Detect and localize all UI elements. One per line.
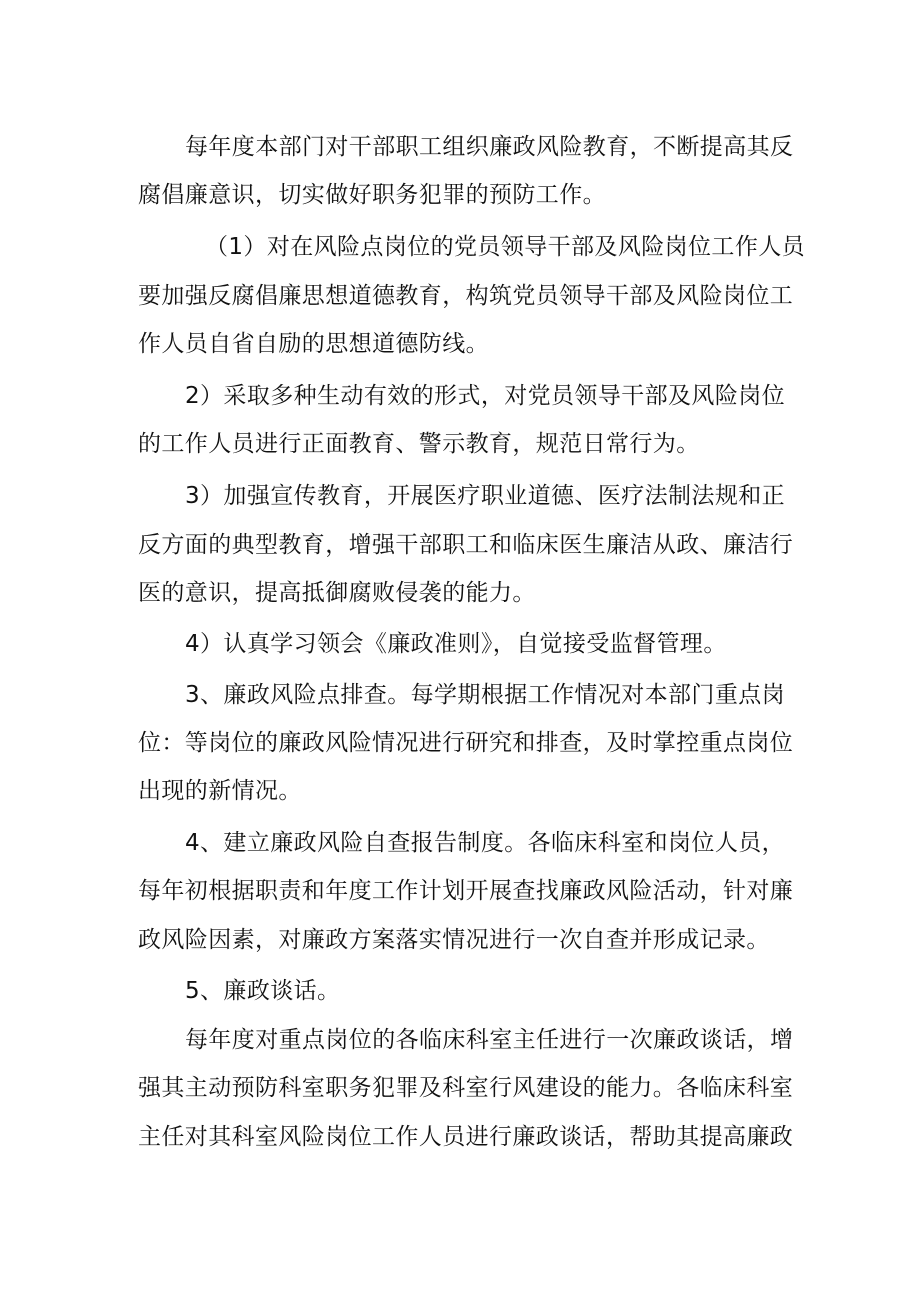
text-line: 4）认真学习领会《廉政准则》，自觉接受监督管理。 <box>185 631 727 657</box>
text-line: 政风险因素，对廉政方案落实情况进行一次自查并形成记录。 <box>138 927 770 953</box>
text-line: 医的意识，提高抵御腐败侵袭的能力。 <box>138 580 536 606</box>
text-line: 3）加强宣传教育，开展医疗职业道德、医疗法制法规和正 <box>185 483 786 509</box>
text-line: 3、廉政风险点排查。每学期根据工作情况对本部门重点岗 <box>185 682 786 708</box>
text-line: 5、廉政谈话。 <box>185 978 341 1004</box>
text-line: 2）采取多种生动有效的形式，对党员领导干部及风险岗位 <box>185 383 786 409</box>
text-line: 出现的新情况。 <box>138 778 302 804</box>
text-line: 主任对其科室风险岗位工作人员进行廉政谈话，帮助其提高廉政 <box>138 1124 794 1150</box>
text-line: 的工作人员进行正面教育、警示教育，规范日常行为。 <box>138 431 700 457</box>
text-line: 腐倡廉意识，切实做好职务犯罪的预防工作。 <box>138 182 606 208</box>
text-line: 位：等岗位的廉政风险情况进行研究和排查，及时掌控重点岗位 <box>138 730 794 756</box>
text-line: 强其主动预防科室职务犯罪及科室行风建设的能力。各临床科室 <box>138 1075 794 1101</box>
text-line: 每年初根据职责和年度工作计划开展查找廉政风险活动，针对廉 <box>138 878 794 904</box>
text-line: 要加强反腐倡廉思想道德教育，构筑党员领导干部及风险岗位工 <box>138 283 794 309</box>
text-line: 作人员自省自励的思想道德防线。 <box>138 331 489 357</box>
text-line: 反方面的典型教育，增强干部职工和临床医生廉洁从政、廉洁行 <box>138 532 794 558</box>
text-line: 每年度对重点岗位的各临床科室主任进行一次廉政谈话，增 <box>185 1027 794 1053</box>
text-line: （1）对在风险点岗位的党员领导干部及风险岗位工作人员 <box>205 234 806 260</box>
text-line: 每年度本部门对干部职工组织廉政风险教育，不断提高其反 <box>185 134 794 160</box>
text-line: 4、建立廉政风险自查报告制度。各临床科室和岗位人员， <box>185 830 786 856</box>
